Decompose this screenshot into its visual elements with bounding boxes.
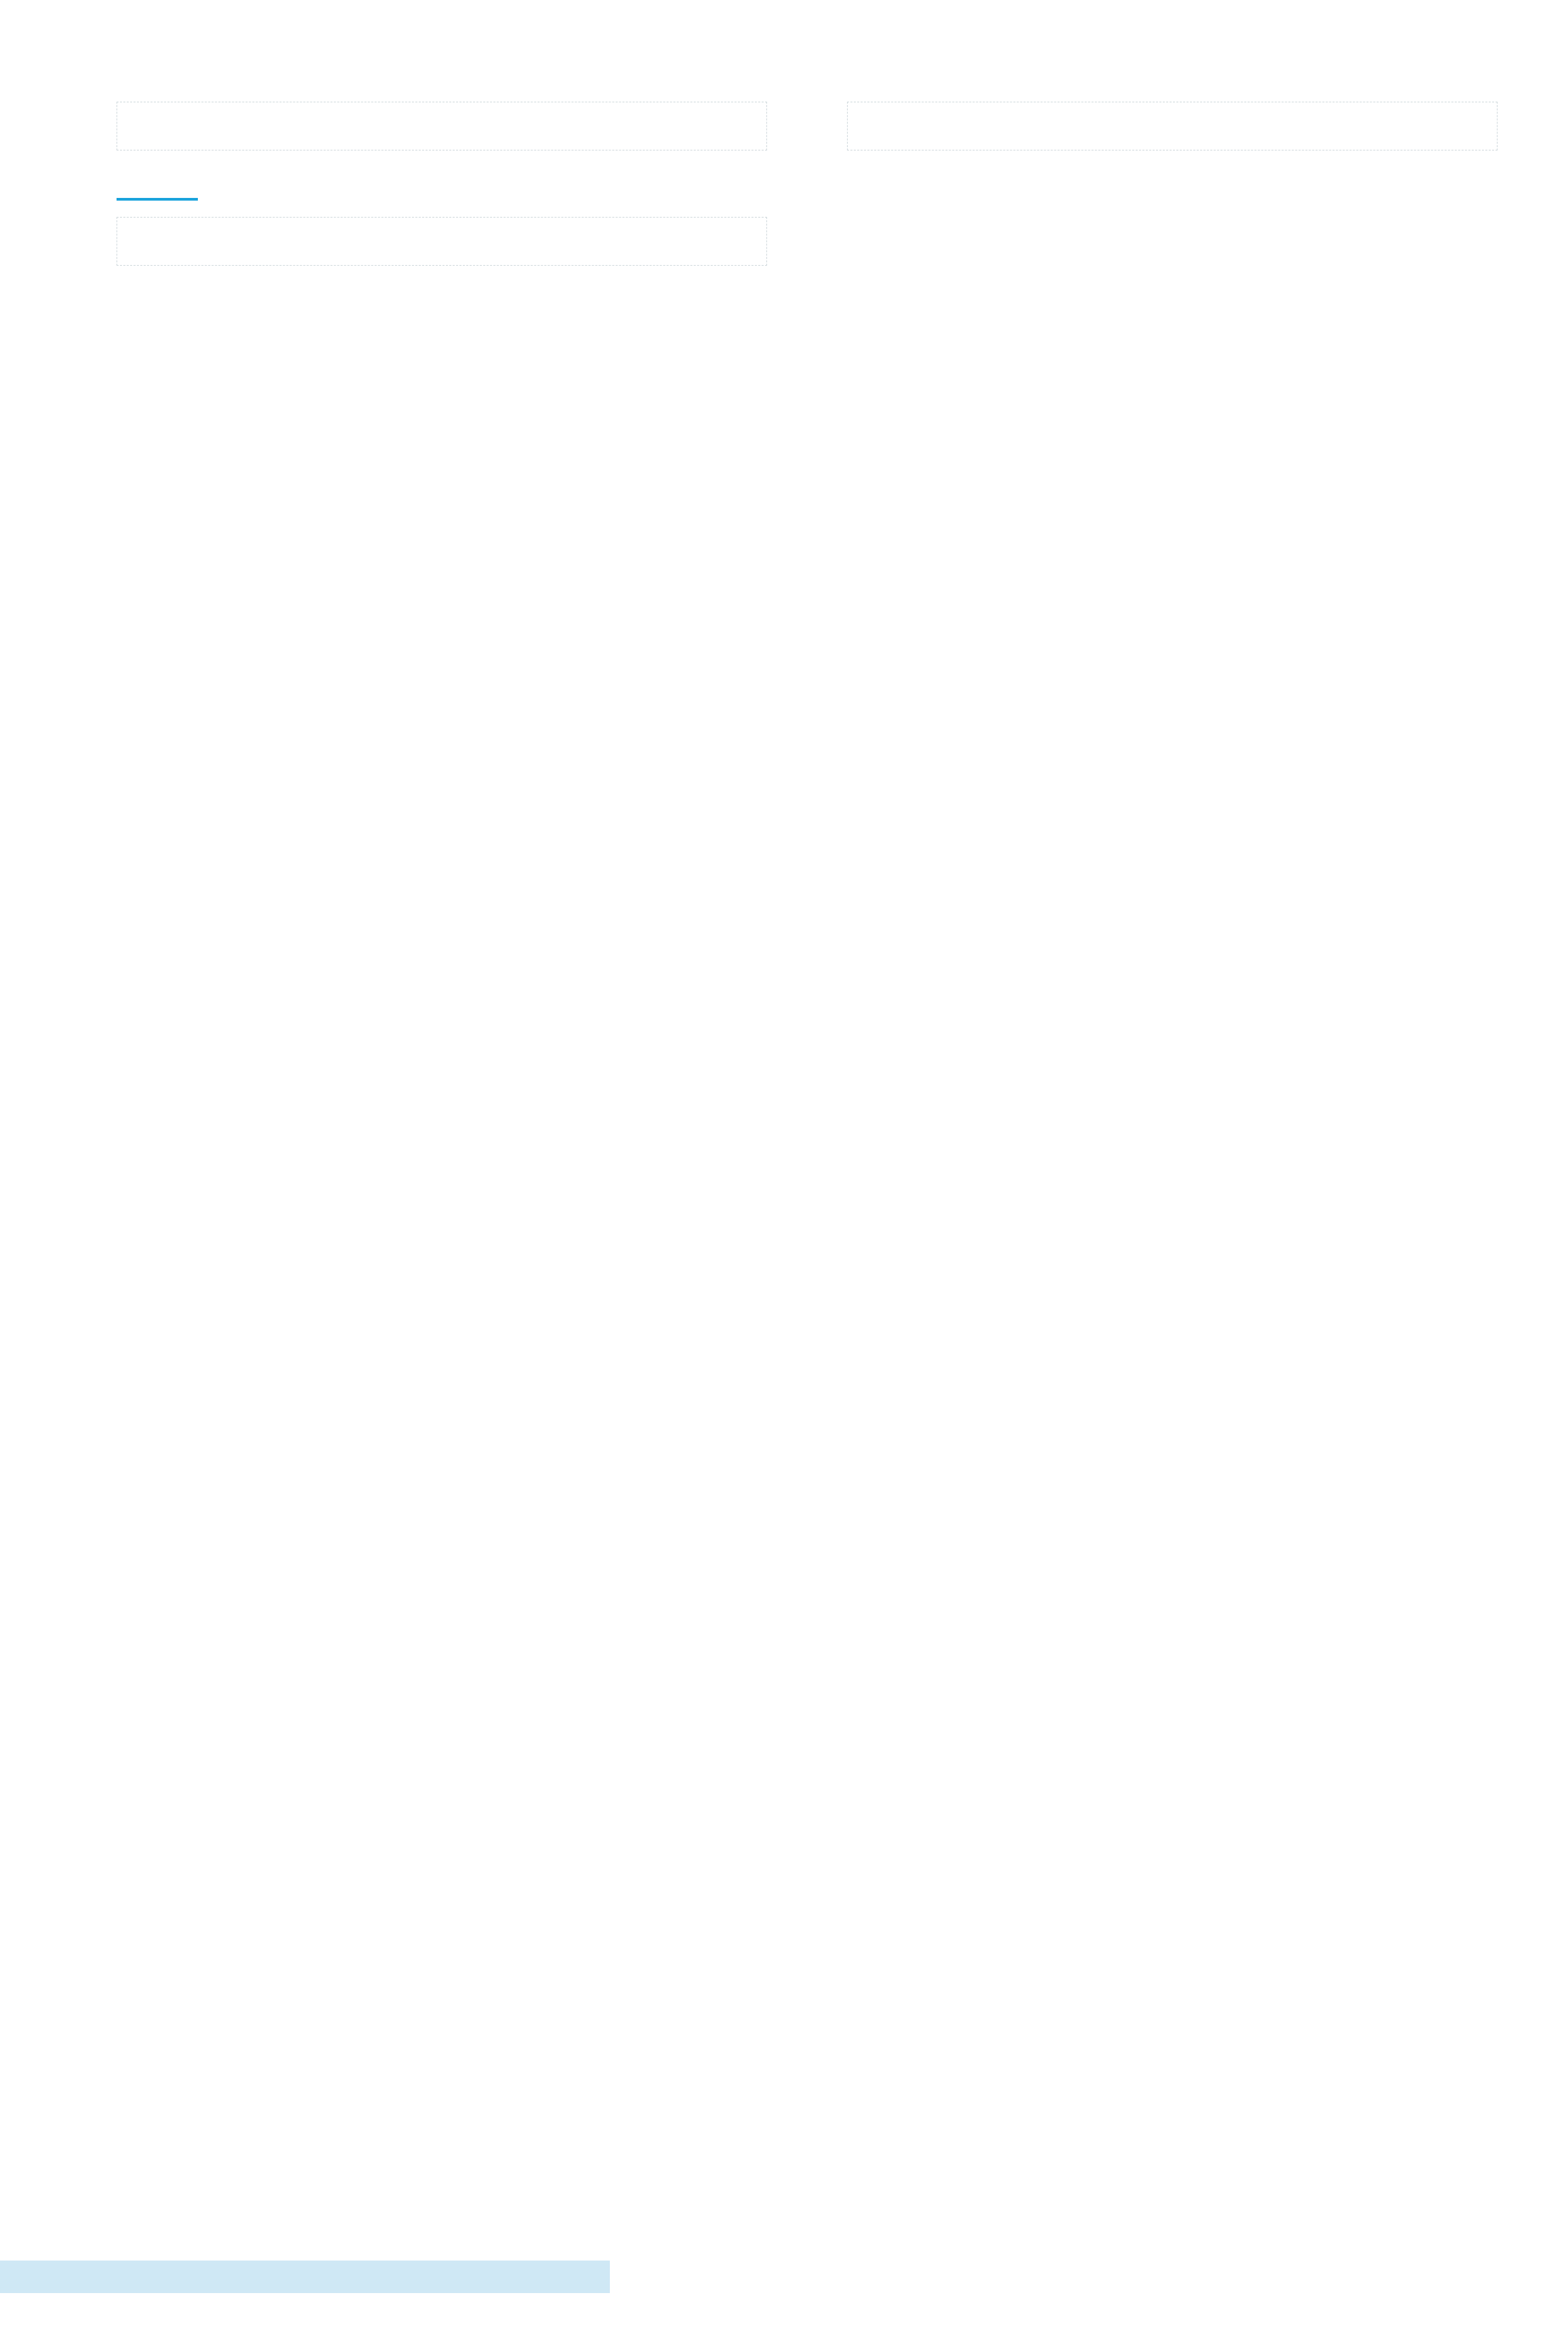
answer-entry bbox=[117, 102, 767, 150]
section-heading bbox=[117, 164, 198, 201]
entry-text bbox=[117, 102, 767, 150]
entry-text bbox=[117, 217, 767, 266]
entry-text bbox=[847, 102, 1498, 150]
footer-bar bbox=[0, 2261, 610, 2293]
right-column bbox=[847, 102, 1498, 164]
page-number bbox=[14, 2266, 54, 2289]
left-column bbox=[117, 102, 767, 279]
answer-entry bbox=[847, 102, 1498, 150]
answer-entry bbox=[117, 217, 767, 266]
footer-text bbox=[200, 2266, 484, 2288]
